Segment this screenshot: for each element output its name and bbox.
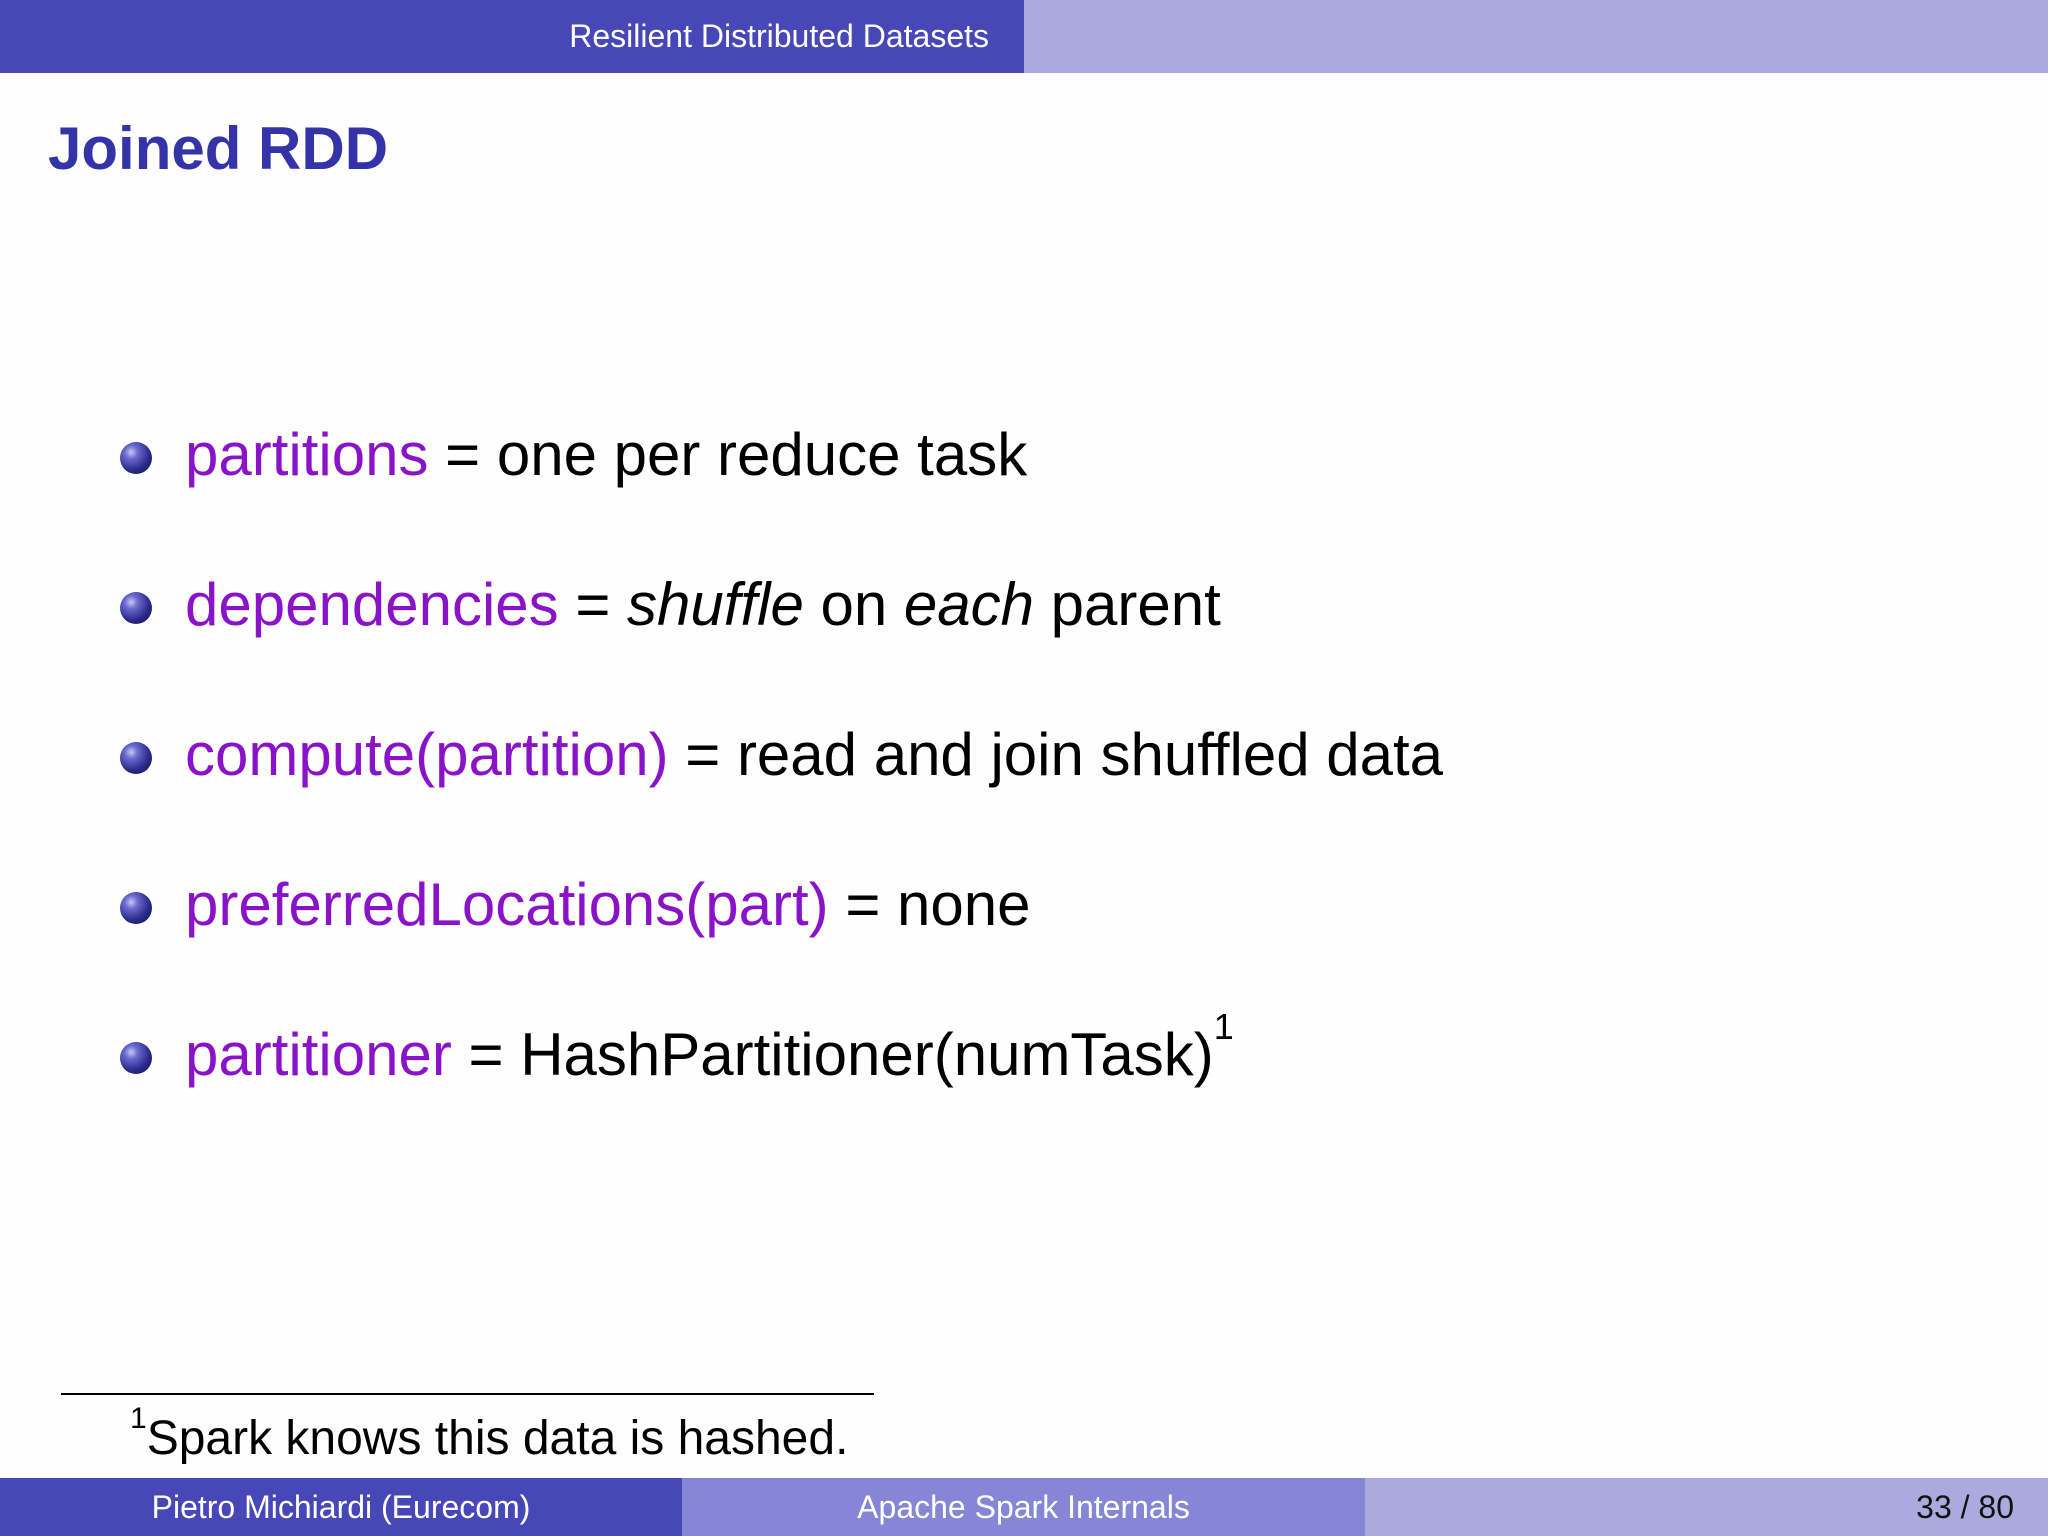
list-item xyxy=(118,415,1443,565)
bullet-emphasis: shuffle xyxy=(627,571,804,638)
header-bar xyxy=(0,0,2048,73)
bullet-text xyxy=(185,715,1443,795)
header-section-title: Resilient Distributed Datasets xyxy=(0,0,1024,73)
footnote-text: Spark knows this data is hashed. xyxy=(146,1412,849,1465)
list-item xyxy=(118,565,1443,715)
bullet-equals: = xyxy=(428,421,497,488)
bullet-value: none xyxy=(897,871,1031,938)
bullet-keyword: compute(partition) xyxy=(185,721,669,788)
bullet-connector: on xyxy=(803,571,904,638)
footnote xyxy=(130,1402,849,1470)
bullet-tail: parent xyxy=(1034,571,1221,638)
bullet-ball-icon xyxy=(120,742,152,774)
bullet-value: read and join shuffled data xyxy=(736,721,1444,788)
footer-author: Pietro Michiardi (Eurecom) xyxy=(0,1478,682,1536)
bullet-value: HashPartitioner(numTask) xyxy=(520,1021,1214,1088)
bullet-list xyxy=(118,415,1443,1165)
bullet-ball-icon xyxy=(120,892,152,924)
bullet-keyword: dependencies xyxy=(185,571,559,638)
footnote-mark: 1 xyxy=(130,1402,147,1435)
bullet-ball-icon xyxy=(120,1042,152,1074)
bullet-keyword: preferredLocations(part) xyxy=(185,871,829,938)
list-item xyxy=(118,715,1443,865)
bullet-text xyxy=(185,565,1221,645)
list-item xyxy=(118,865,1443,1015)
bullet-ball-icon xyxy=(120,442,152,474)
footer-presentation-title: Apache Spark Internals xyxy=(682,1478,1365,1536)
bullet-value: one per reduce task xyxy=(496,421,1028,488)
list-item xyxy=(118,1006,1443,1165)
footer-bar xyxy=(0,1478,2048,1536)
bullet-keyword: partitioner xyxy=(185,1021,452,1088)
bullet-emphasis: each xyxy=(903,571,1035,638)
bullet-text xyxy=(185,415,1027,495)
bullet-text xyxy=(185,865,1031,945)
bullet-text xyxy=(185,1006,1234,1095)
footnote-reference[interactable]: 1 xyxy=(1213,1006,1234,1047)
footer-page-number: 33 / 80 xyxy=(1365,1478,2048,1536)
footnote-divider xyxy=(61,1393,874,1395)
bullet-equals: = xyxy=(668,721,737,788)
bullet-equals: = xyxy=(451,1021,521,1088)
bullet-equals: = xyxy=(828,871,898,938)
bullet-equals: = xyxy=(558,571,628,638)
bullet-keyword: partitions xyxy=(185,421,429,488)
frame-title: Joined RDD xyxy=(48,115,389,182)
header-filler xyxy=(1024,0,2048,73)
bullet-ball-icon xyxy=(120,592,152,624)
